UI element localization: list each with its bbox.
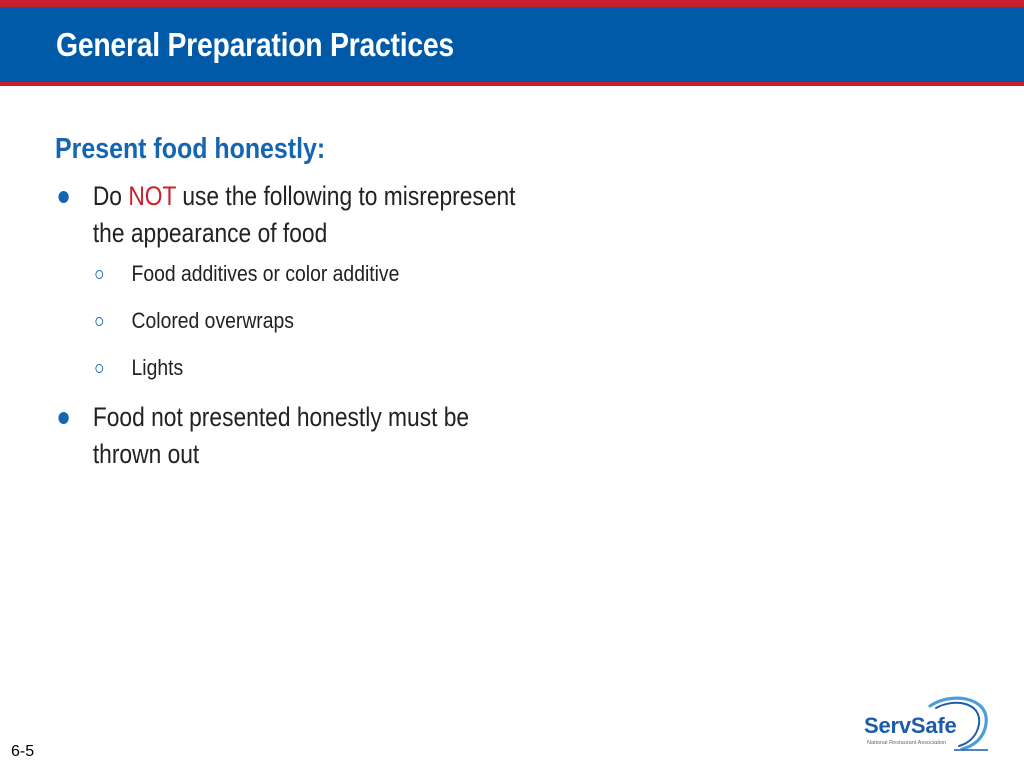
logo-tagline: National Restaurant Association — [867, 740, 947, 746]
bullet-rest: use the following to misrepresent — [176, 181, 516, 211]
sub-bullet-text: Lights — [131, 355, 184, 380]
logo-wordmark — [864, 713, 957, 739]
slide-content — [55, 133, 537, 487]
slide-number: 6-5 — [11, 743, 35, 760]
bullet-dot-icon — [58, 412, 68, 424]
sub-bullet-item — [93, 305, 537, 337]
slide-title: General Preparation Practices — [56, 26, 454, 63]
sub-bullet-list — [93, 258, 537, 384]
bullet-item-thrown-out — [55, 399, 537, 473]
subheading: Present food honestly: — [55, 133, 326, 165]
logo-serv: Serv — [864, 713, 911, 738]
logo-safe: Safe — [910, 713, 957, 738]
bullet-dot-icon — [58, 191, 68, 203]
not-emphasis: NOT — [128, 181, 177, 211]
bullet-line2: thrown out — [92, 439, 200, 469]
ring-bullet-icon — [95, 317, 103, 326]
sub-bullet-item — [93, 352, 537, 384]
servsafe-logo — [858, 694, 990, 756]
top-red-stripe — [0, 0, 1024, 7]
sub-bullet-item — [93, 258, 537, 290]
bullet-list — [55, 178, 537, 473]
bullet-prefix: Do — [92, 181, 129, 211]
header-red-rule — [0, 82, 1024, 86]
sub-bullet-text: Colored overwraps — [131, 308, 294, 333]
ring-bullet-icon — [95, 270, 103, 279]
bullet-line2: the appearance of food — [92, 218, 328, 248]
bullet-text — [93, 178, 537, 252]
bullet-text — [93, 399, 537, 473]
ring-bullet-icon — [95, 364, 103, 373]
bullet-item-misrepresent — [55, 178, 537, 384]
sub-bullet-text: Food additives or color additive — [131, 261, 400, 286]
bullet-line1: Food not presented honestly must be — [92, 402, 470, 432]
